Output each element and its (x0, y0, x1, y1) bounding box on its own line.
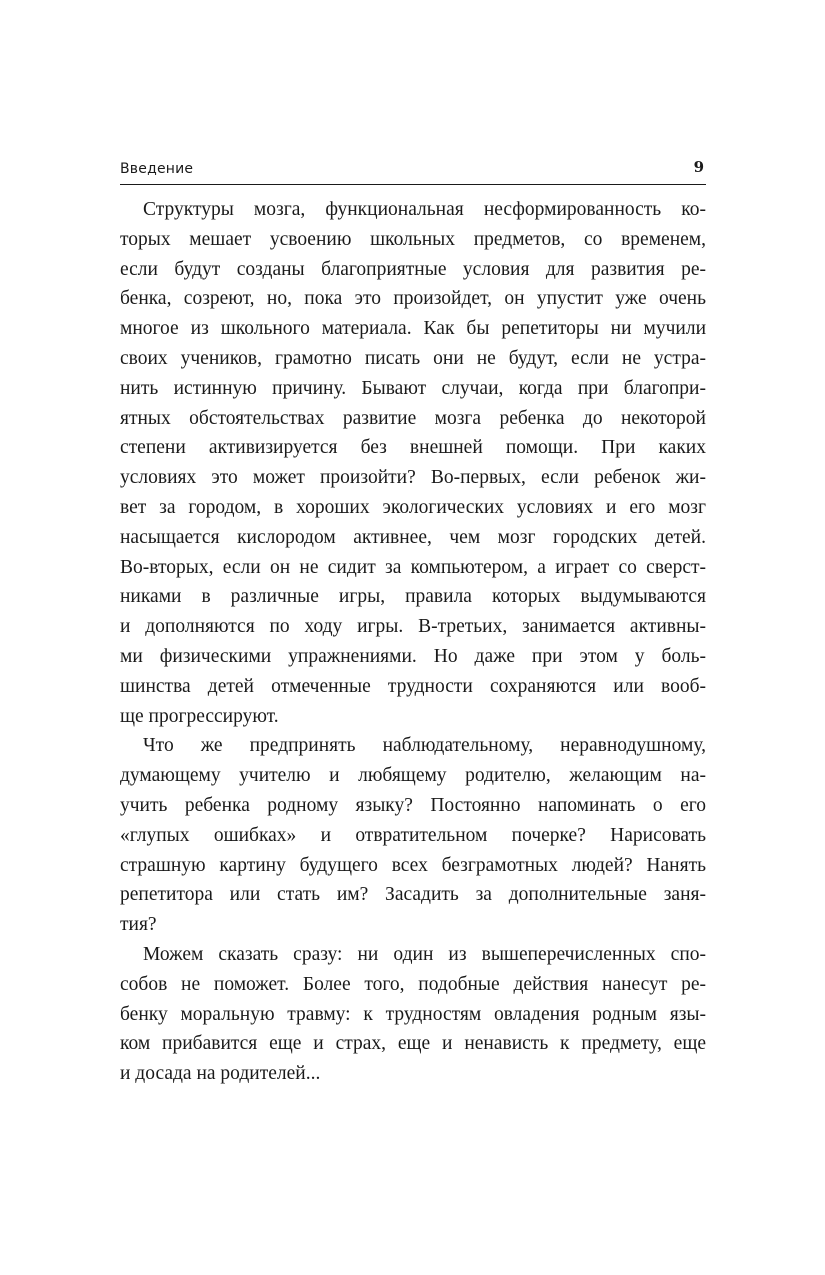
text-line: если будут созданы благоприятные условия для развития ре- (120, 258, 706, 280)
paragraph (120, 940, 706, 1089)
text-line: репетитора или стать им? Засадить за дополнительные заня- (120, 884, 706, 906)
text-line: тия? (120, 914, 157, 936)
text-line: условиях это может произойти? Во-первых, если ребенок жи- (120, 467, 706, 489)
text-line: ще прогрессируют. (120, 705, 279, 727)
text-line: ми физическими упражнениями. Но даже при этом у боль- (120, 645, 706, 667)
text-line: страшную картину будущего всех безграмотных людей? Нанять (120, 854, 706, 876)
text-line: и дополняются по ходу игры. В-третьих, занимается активны- (120, 616, 706, 638)
text-line: нить истинную причину. Бывают случаи, когда при благопри- (120, 377, 706, 399)
body-text (120, 195, 706, 1089)
text-line: степени активизируется без внешней помощи. При каких (120, 437, 706, 459)
text-line: своих учеников, грамотно писать они не будут, если не устра- (120, 347, 706, 369)
text-line: и досада на родителей... (120, 1063, 321, 1085)
text-line: ком прибавится еще и страх, еще и ненависть к предмету, еще (120, 1033, 706, 1055)
text-line: собов не поможет. Более того, подобные действия нанесут ре- (120, 973, 706, 995)
paragraph (120, 731, 706, 940)
text-line: Можем сказать сразу: ни один из вышеперечисленных спо- (143, 943, 706, 965)
text-line: Структуры мозга, функциональная несформированность ко- (143, 199, 706, 220)
text-line: никами в различные игры, правила которых выдумываются (120, 586, 706, 608)
text-line: «глупых ошибках» и отвратительном почерке? Нарисовать (120, 824, 706, 846)
text-line: насыщается кислородом активнее, чем мозг городских детей. (120, 526, 706, 548)
running-head (120, 158, 706, 185)
text-line: торых мешает усвоению школьных предметов, со временем, (120, 228, 706, 250)
text-line: ятных обстоятельствах развитие мозга ребенка до некоторой (120, 407, 706, 429)
text-line: учить ребенка родному языку? Постоянно напоминать о его (120, 794, 706, 816)
text-line: бенку моральную травму: к трудностям овладения родным язы- (120, 1003, 706, 1025)
text-line: вет за городом, в хороших экологических условиях и его мозг (120, 496, 706, 518)
text-line: многое из школьного материала. Как бы репетиторы ни мучили (120, 318, 706, 340)
text-line: шинства детей отмеченные трудности сохраняются или вооб- (120, 675, 706, 697)
section-title: Введение (120, 161, 194, 177)
text-line: думающему учителю и любящему родителю, желающим на- (120, 765, 706, 787)
text-line: бенка, созреют, но, пока это произойдет, он упустит уже очень (120, 288, 706, 310)
page-number: 9 (693, 158, 704, 176)
text-line: Во-вторых, если он не сидит за компьютером, а играет со сверст- (120, 556, 706, 578)
text-line: Что же предпринять наблюдательному, неравнодушному, (143, 735, 706, 757)
paragraph (120, 195, 706, 731)
